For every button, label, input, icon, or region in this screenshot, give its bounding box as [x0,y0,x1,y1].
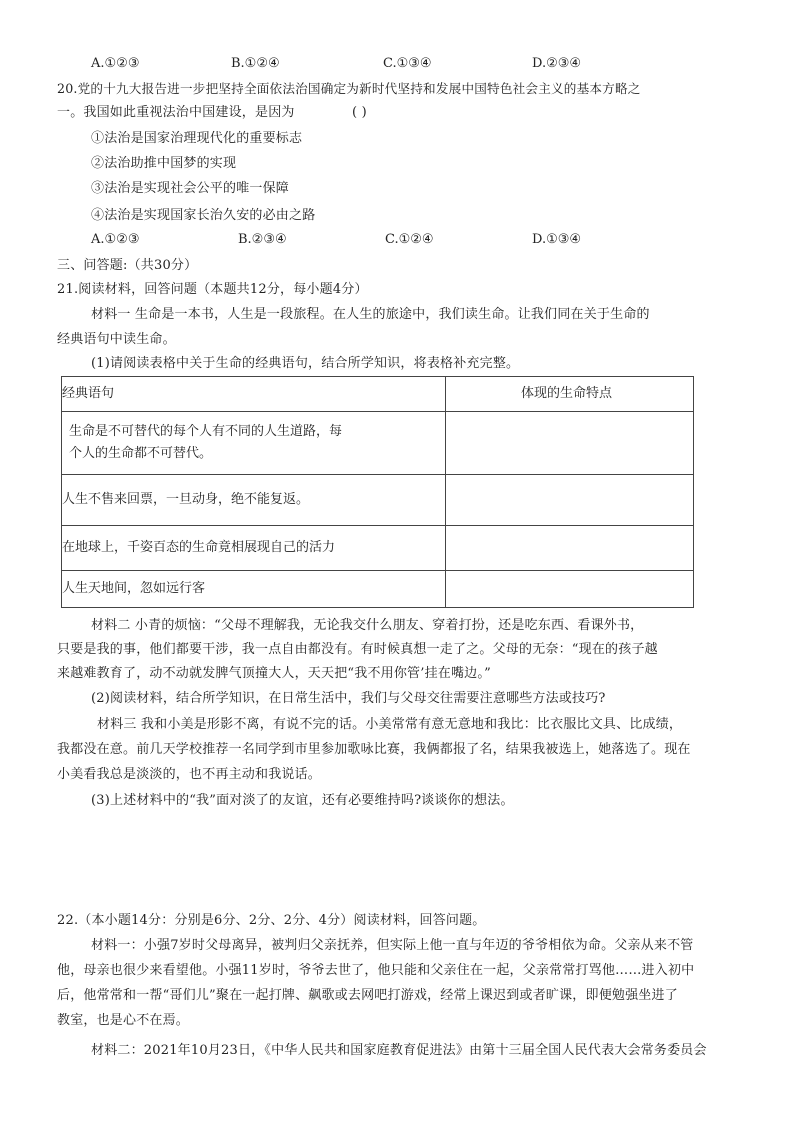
q21-subquestion-3: (3)上述材料中的“我”面对淡了的友谊，还有必要维持吗?谈谈你的想法。 [91,793,514,808]
q19-option-d: D.②③④ [532,56,582,71]
q20-stem-text: 一。我国如此重视法治中国建设，是因为 [57,105,295,120]
q19-option-b: B.①②④ [231,56,280,71]
quote-line: 生命是不可替代的每个人有不同的人生道路，每 [69,424,343,439]
q19-option-c: C.①③④ [383,56,432,71]
table-cell-answer-blank [446,412,694,475]
q20-option-d: D.①③④ [532,232,582,247]
q21-material2-line1: 材料二 小青的烦恼：“父母不理解我，无论我交什么朋友、穿着打扮，还是吃东西、看课外书， [91,618,644,633]
q21-material3-line2: 我都没在意。前几天学校推荐一名同学到市里参加歌咏比赛，我俩都报了名，结果我被选上，她落选了。现在 [57,742,691,757]
table-row [62,526,694,571]
q20-stem-line2 [57,104,295,121]
q19-option-a: A.①②③ [91,56,140,71]
q21-material3-line1: 材料三 我和小美是形影不离，有说不完的话。小美常常有意无意地和我比：比衣服比文具、比成绩， [97,717,683,732]
table-cell-quote: 人生不售来回票，一旦动身，绝不能复返。 [62,475,446,526]
table-cell-answer-blank [446,526,694,571]
q21-subquestion-2: (2)阅读材料，结合所学知识，在日常生活中，我们与父母交往需要注意哪些方法或技巧? [91,691,606,706]
table-header-quote: 经典语句 [62,377,446,412]
q22-material1-line4: 教室，也是心不在焉。 [57,1013,190,1028]
q20-option-a: A.①②③ [91,232,140,247]
table-cell-quote: 人生天地间，忽如远行客 [62,571,446,608]
q20-item-1: ①法治是国家治理现代化的重要标志 [91,131,303,146]
q20-option-c: C.①②④ [385,232,434,247]
q20-item-4: ④法治是实现国家长治久安的必由之路 [91,208,316,223]
table-cell-quote: 在地球上，千姿百态的生命竟相展现自己的活力 [62,526,446,571]
q22-title: 22.（本小题14分：分别是6分、2分、2分、4分）阅读材料，回答问题。 [57,913,486,928]
table-row [62,571,694,608]
q22-material2-line1: 材料二：2021年10月23日，《中华人民共和国家庭教育促进法》由第十三届全国人民代表大会常务委员会 [91,1043,707,1058]
table-row [62,412,694,475]
q22-material1-line3: 后，他常常和一帮“哥们儿”聚在一起打牌、飙歌或去网吧打游戏，经常上课迟到或者旷课，即便勉强坐进了 [57,988,678,1003]
table-cell-quote [62,412,446,475]
table-cell-answer-blank [446,475,694,526]
q21-title: 21.阅读材料，回答问题（本题共12分，每小题4分） [57,282,368,297]
q20-option-b: B.②③④ [238,232,287,247]
q22-material1-line1: 材料一：小强7岁时父母离异，被判归父亲抚养，但实际上他一直与年迈的爷爷相依为命。父亲从来不管 [91,938,694,953]
q21-material2-line2: 只要是我的事，他们都要干涉，我一点自由都没有。有时候真想一走了之。父母的无奈：“现在的孩子越 [57,642,658,657]
table-header-feature: 体现的生命特点 [446,377,694,412]
q21-material1-line2: 经典语句中读生命。 [57,332,176,347]
table-header-row [62,377,694,412]
q21-subquestion-1: (1)请阅读表格中关于生命的经典语句，结合所学知识，将表格补充完整。 [91,356,520,371]
q20-item-3: ③法治是实现社会公平的唯一保障 [91,181,290,196]
q20-stem-line1: 20.党的十九大报告进一步把坚持全面依法治国确定为新时代坚持和发展中国特色社会主义的基本方略之 [57,81,641,96]
table-cell-answer-blank [446,571,694,608]
q22-material1-line2: 他，母亲也很少来看望他。小强11岁时，爷爷去世了，他只能和父亲住在一起，父亲常常打骂他……进入初中 [57,963,695,978]
table-row [62,475,694,526]
classic-quotes-table [61,376,694,608]
quote-line: 个人的生命都不可替代。 [69,446,213,461]
q20-item-2: ②法治助推中国梦的实现 [91,156,237,171]
q21-material2-line3: 来越难教育了，动不动就发脾气顶撞大人，天天把“我不用你管’挂在嘴边。” [57,666,491,681]
q20-answer-blank: ( ) [352,105,367,120]
section3-title: 三、问答题:（共30分） [57,258,198,273]
q21-material1-line1: 材料一 生命是一本书，人生是一段旅程。在人生的旅途中，我们读生命。让我们同在关于生命的 [91,307,650,322]
q21-material3-line3: 小美看我总是淡淡的，也不再主动和我说话。 [57,767,322,782]
